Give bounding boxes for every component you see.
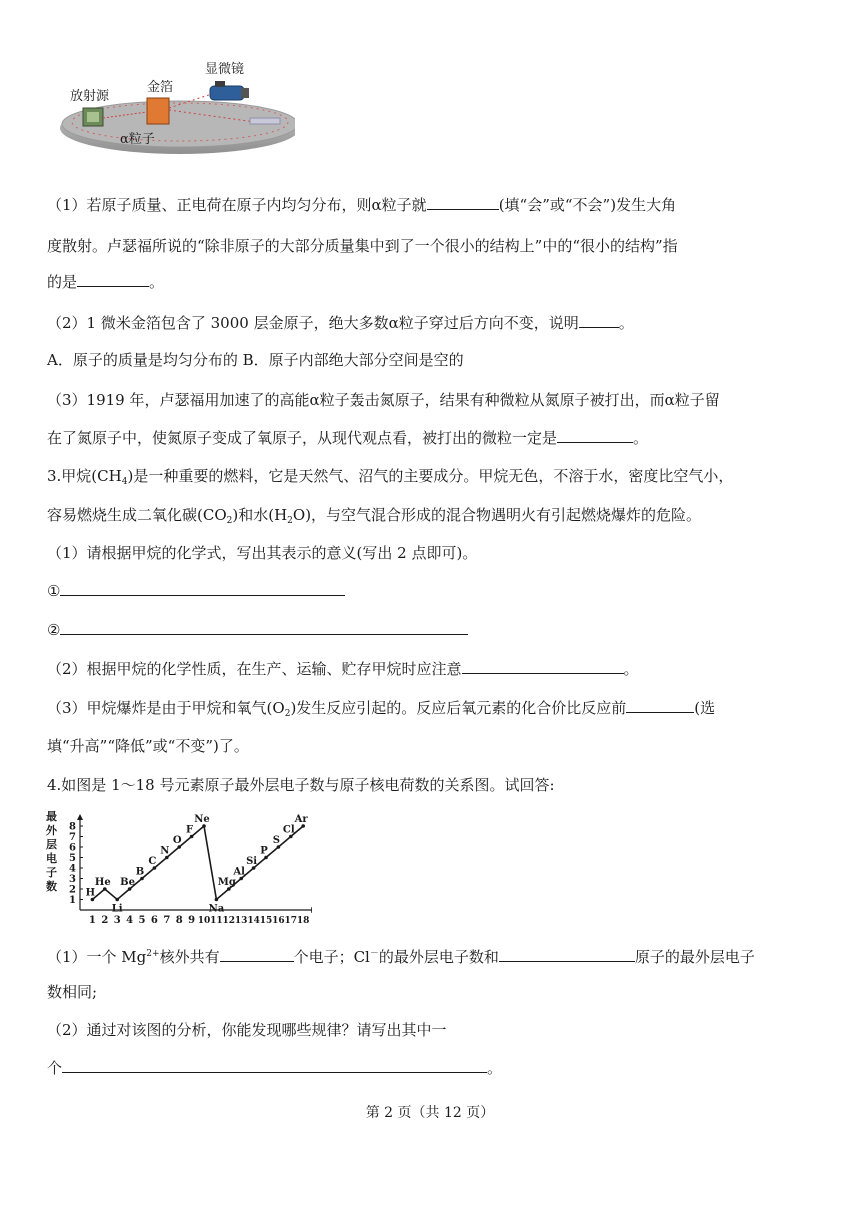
q2-part3-line1: （3）1919 年，卢瑟福用加速了的高能α粒子轰击氮原子，结果有种微粒从氮原子被打出，而α粒子留	[47, 391, 720, 409]
q3-intro-line2: 容易燃烧生成二氧化碳$(CO_2)$和水$(H_2O)$，与空气混合形成的混合物遇明火有引起燃烧爆炸的危险。	[47, 506, 702, 526]
chart-ylabel: 最外层电子数	[46, 810, 57, 893]
x-axis-arrow	[311, 907, 312, 913]
chart-point-label: Al	[233, 866, 245, 878]
answer-blank[interactable]	[499, 947, 635, 962]
y-tick-label: 7	[69, 832, 76, 843]
chart-point-label: Ar	[294, 814, 308, 825]
scattering-apparatus-figure	[55, 58, 295, 163]
q3-part2: （2）根据甲烷的化学性质，在生产、运输、贮存甲烷时应注意 。	[47, 660, 639, 678]
answer-blank[interactable]	[220, 947, 294, 962]
x-tick-label: 9	[188, 915, 196, 926]
x-tick-label: 2	[101, 915, 109, 926]
x-tick-label: 8	[175, 915, 183, 926]
electron-chart	[42, 808, 312, 930]
chart-point	[215, 898, 219, 902]
gold-foil	[147, 98, 169, 124]
chart-point-label: He	[94, 877, 111, 888]
q4-intro: 4.如图是 1～18 号元素原子最外层电子数与原子核电荷数的关系图。试回答:	[47, 776, 555, 794]
chart-point-label: Mg	[217, 877, 236, 888]
answer-blank[interactable]	[77, 272, 149, 287]
x-tick-label: 11	[210, 916, 223, 926]
q2-options: A．原子的质量是均匀分布的 B．原子内部绝大部分空间是空的	[47, 351, 464, 369]
answer-blank[interactable]	[462, 659, 624, 674]
x-tick-label: 7	[163, 915, 171, 926]
x-tick-label: 1	[88, 915, 96, 926]
particle-label: α粒子	[120, 132, 155, 147]
answer-blank[interactable]	[62, 1058, 487, 1073]
y-tick-label: 5	[69, 853, 76, 864]
x-tick-label: 13	[234, 916, 248, 926]
chart-point-label: Be	[120, 877, 136, 888]
q2-part1-line2: 度散射。卢瑟福所说的“除非原子的大部分质量集中到了一个很小的结构上”中的“很小的结构”指	[47, 237, 678, 255]
q3-part3-line2: 填“升高”“降低”或“不变”)了。	[47, 737, 249, 755]
chart-point-label: B	[135, 866, 145, 878]
q2-part1-line3: 的是 。	[47, 273, 165, 291]
answer-blank[interactable]	[579, 313, 619, 328]
q3-answer2: ②	[47, 619, 816, 641]
y-tick-label: 8	[69, 821, 76, 833]
microscope	[210, 86, 244, 100]
x-tick-label: 16	[272, 916, 285, 926]
q4-part2-line1: （2）通过对该图的分析，你能发现哪些规律？请写出其中一	[47, 1021, 447, 1039]
chart-point	[115, 898, 119, 902]
chart-point-label: N	[160, 845, 170, 857]
q2-part2: （2）1 微米金箔包含了 3000 层金原子，绝大多数α粒子穿过后方向不变，说明 。	[47, 314, 634, 332]
q3-part3-line1: （3）甲烷爆炸是由于甲烷和氧气$(O_2)$发生反应引起的。反应后氧元素的化合价比反应前 (选	[47, 699, 716, 719]
y-tick-label: 1	[69, 895, 76, 906]
source-label: 放射源	[70, 89, 110, 104]
x-tick-label: 4	[126, 915, 134, 926]
x-tick-label: 6	[150, 915, 158, 926]
chart-point-label: Cl	[282, 824, 295, 836]
chart-point-label: P	[260, 845, 268, 857]
foil-label: 金箔	[147, 80, 174, 95]
answer-blank[interactable]	[427, 195, 499, 210]
q4-part1-line2: 数相同;	[47, 983, 98, 1001]
q3-part1: （1）请根据甲烷的化学式，写出其表示的意义(写出 2 点即可)。	[47, 544, 478, 562]
y-tick-label: 3	[69, 874, 76, 885]
chart-point-label: H	[85, 887, 96, 899]
answer-blank[interactable]	[626, 698, 694, 713]
chart-point-label: Ne	[194, 814, 210, 825]
microscope-label: 显微镜	[205, 62, 245, 77]
x-tick-label: 15	[259, 916, 273, 926]
chart-point-label: F	[186, 824, 194, 836]
x-tick-label: 14	[247, 916, 260, 926]
y-tick-label: 4	[69, 863, 76, 875]
x-tick-label: 5	[138, 915, 146, 926]
q4-part1-line1: （1）一个 $Mg^{2+}$核外共有 个电子；Cl－的最外层电子数和 原子的最外层电子	[47, 948, 755, 966]
chart-point-label: Li	[111, 903, 123, 915]
x-tick-label: 10	[197, 916, 211, 926]
y-axis-arrow	[77, 814, 83, 820]
y-tick-label: 2	[69, 884, 76, 896]
page-footer: 第 2 页（共 12 页）	[365, 1105, 495, 1121]
chart-point-label: O	[172, 835, 182, 846]
x-tick-label: 3	[113, 915, 121, 926]
chart-point-label: C	[148, 856, 157, 867]
q4-part2-line2: 个 。	[47, 1059, 503, 1077]
answer-blank[interactable]	[60, 581, 345, 596]
x-tick-label: 12	[222, 916, 236, 926]
x-tick-label: 17	[284, 916, 298, 926]
y-tick-label: 6	[69, 842, 76, 854]
q2-part1-line1: （1）若原子质量、正电荷在原子内均匀分布，则α粒子就 (填“会”或“不会”)发生大角	[47, 196, 677, 214]
chart-point-label: Na	[208, 903, 225, 915]
chart-series-line	[92, 826, 303, 900]
x-tick-label: 18	[296, 916, 310, 926]
answer-blank[interactable]	[60, 620, 468, 635]
q3-intro-line1: 3.甲烷$(CH_4)$是一种重要的燃料，它是天然气、沼气的主要成分。甲烷无色，不溶于水，密度比空气小，	[47, 467, 734, 487]
q3-answer1: ①	[47, 580, 816, 602]
answer-blank[interactable]	[557, 428, 633, 443]
chart-point-label: Si	[246, 856, 258, 867]
q2-part3-line2: 在了氮原子中，使氮原子变成了氧原子，从现代观点看，被打出的微粒一定是 。	[47, 429, 649, 447]
chart-point-label: S	[272, 835, 281, 846]
